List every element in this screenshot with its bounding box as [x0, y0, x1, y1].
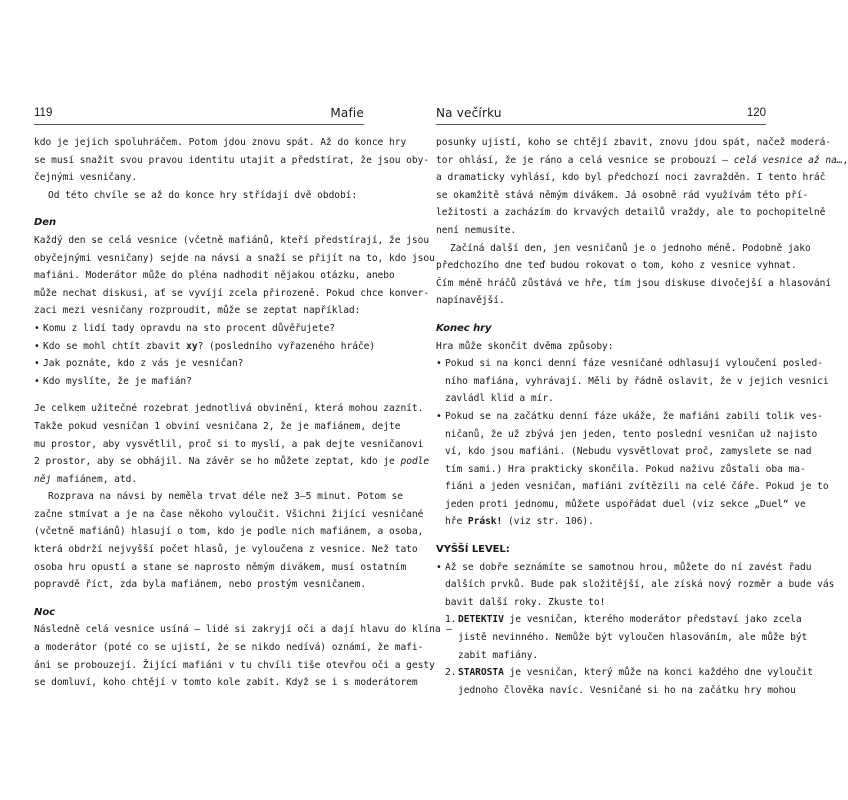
paragraph-gap [34, 594, 364, 604]
bullet-item [34, 355, 364, 373]
line-text: Kdo se mohl chtít zbavit [43, 340, 187, 352]
bullet-item [34, 373, 364, 391]
line-text: obyčejnými vesničany) sejde na návsi a snaží se přijít na to, kdo jsou [34, 252, 435, 264]
line-text: začne stmívat a je na čase někoho vyloučit. Všichni žijící vesničané [34, 508, 424, 520]
line-text: mafiáni. Moderátor může do pléna nadhodit nějakou otázku, anebo [34, 270, 395, 282]
right-page [436, 0, 848, 800]
paragraph-gap [34, 390, 364, 400]
line-text: Je celkem užitečné rozebrat jednotlivá obvinění, která mohou zaznít. [34, 403, 424, 415]
line-text: Kdo myslíte, že je mafián? [43, 375, 192, 387]
bullet-item [34, 338, 376, 356]
text-line [34, 302, 364, 320]
text-line [34, 639, 424, 657]
bold-term: Prásk! [467, 516, 503, 528]
line-text: jednoho člověka navíc. Vesničané si ho na začátku hry mohou [458, 684, 796, 696]
line-text: je vesničan, který může na konci každého dne vyloučit [503, 667, 814, 679]
line-text: zaci mezi vesničany rozproudit, může se zeptat například: [34, 305, 361, 317]
text-line [34, 436, 424, 454]
numbered-item [436, 611, 802, 629]
line-text: (včetně mafiánů) hlasují o tom, kdo je podle nich mafiánem, a osoba, [34, 526, 424, 538]
text-line [34, 152, 430, 170]
bold-term: xy [186, 340, 198, 352]
line-text: Každý den se celá vesnice (včetně mafiánů, kteří předstírají, že jsou [34, 234, 430, 246]
paragraph-start [436, 240, 811, 258]
line-text: zavládl klid a mír. [445, 393, 554, 405]
numbered-continuation [436, 647, 766, 665]
bullet-continuation [436, 478, 829, 496]
text-line [436, 292, 766, 310]
line-text: napínavější. [436, 295, 505, 307]
paragraph-start [34, 187, 364, 205]
line-text: tor ohlásí, že je ráno a celá vesnice se probouzí – [436, 154, 734, 166]
bullet-continuation [436, 513, 766, 531]
right-body-text [436, 134, 848, 699]
line-text: Až se dobře seznámíte se samotnou hrou, můžete do ní zavést řadu [445, 561, 812, 573]
bullet-continuation [436, 496, 806, 514]
line-text: 2 prostor, aby se obhájil. Na závěr se ho můžete zeptat, kdo je [34, 456, 401, 468]
line-text: áni se probouzejí. Žijící mafiáni v tu chvíli tiše otevřou oči a gesty [34, 659, 435, 671]
numbered-continuation [436, 682, 796, 700]
paragraph-start [34, 488, 404, 506]
paragraph-gap [34, 204, 364, 214]
bullet-continuation [436, 443, 812, 461]
line-text: jeden proti jednomu, můžete uspořádat duel (viz sekce „Duel“ ve [445, 498, 806, 510]
line-text: Hra může skončit dvěma způsoby: [436, 340, 614, 352]
text-line [436, 169, 826, 187]
line-text: Rozprava na návsi by neměla trvat déle než 3–5 minut. Potom se [48, 491, 404, 503]
line-text: předchozího dne teď budou rokovat o tom, koho z vesnice vyhnat. [436, 260, 797, 272]
text-line [436, 134, 832, 152]
line-text: se okamžitě stává němým divákem. Já osobně rád využívám této pří- [436, 189, 809, 201]
text-line [436, 204, 826, 222]
line-text: mu prostor, aby vysvětlil, proč si to myslí, a pak dejte vesničanovi [34, 438, 424, 450]
line-text: a dramaticky vyhlásí, kdo byl předchozí noci zavražděn. I tento hráč [436, 172, 826, 184]
line-text: Takže pokud vesničan 1 obviní vesničana 2, že je mafiánem, dejte [34, 420, 401, 432]
left-page-number: 119 [34, 107, 53, 119]
item-number: 1. [445, 614, 457, 626]
line-text: tím sami.) Hra prakticky skončila. Pokud naživu zůstali oba ma- [445, 463, 806, 475]
bullet-continuation [436, 390, 766, 408]
line-text: Jak poznáte, kdo z vás je vesničan? [43, 358, 244, 370]
bullet-item [436, 355, 823, 373]
text-line [34, 267, 395, 285]
section-heading [436, 541, 766, 559]
line-text: ví, kdo jsou mafiáni. (Nebudu vysvětlovat proč, zamyslete se nad [445, 446, 812, 458]
bold-term: DETEKTIV [458, 614, 504, 626]
bullet-continuation [436, 594, 766, 612]
line-text: a moderátor (poté co se ujistí, že se nikdo nedívá) oznámí, že mafi- [34, 642, 424, 654]
section-heading [34, 214, 364, 232]
line-text: se musí snažit svou pravou identitu utajit a předstírat, že jsou oby- [34, 154, 430, 166]
text-line [34, 285, 430, 303]
left-running-header [34, 104, 364, 125]
line-text: posunky ujistí, koho se chtějí zbavit, znovu jdou spát, načež moderá- [436, 137, 832, 148]
text-line [34, 559, 407, 577]
line-text: hře [445, 516, 468, 528]
line-text: Čím méně hráčů zůstává ve hře, tím jsou diskuse divočejší a hlasování [436, 277, 832, 289]
bold-term: STAROSTA [458, 667, 504, 679]
numbered-continuation [436, 629, 808, 647]
bullet-continuation [436, 461, 806, 479]
line-text: Konec hry [436, 322, 492, 334]
text-line [436, 338, 766, 356]
text-line [34, 400, 424, 418]
text-line [34, 506, 424, 524]
text-line [34, 418, 401, 436]
section-heading [34, 604, 364, 622]
bullet-continuation [436, 576, 835, 594]
text-line [34, 134, 407, 152]
line-text: popravdě říct, zda byla mafiánem, nebo prostým vesničanem. [34, 579, 367, 591]
section-heading [436, 320, 766, 338]
text-line [34, 541, 418, 559]
text-line [34, 621, 452, 639]
text-line [436, 222, 766, 240]
line-text: Pokud si na konci denní fáze vesničané odhlasují vyloučení posled- [445, 358, 823, 370]
line-text: (viz str. 106). [502, 516, 594, 528]
text-line [436, 275, 832, 293]
italic-text: celá vesnice až na… [733, 154, 843, 166]
right-running-header [436, 104, 766, 125]
text-line [34, 657, 435, 675]
numbered-item [436, 664, 814, 682]
line-text: je vesničan, kterého moderátor představí jako zcela [503, 614, 802, 626]
line-text: ničanů, že už zbývá jen jeden, tento poslední vesničan už najisto [445, 428, 818, 440]
line-text: VYŠŠÍ LEVEL: [436, 544, 510, 556]
line-text: se domluví, koho chtějí v tomto kole zabít. Když se i s moderátorem [34, 677, 418, 689]
line-text: Následně celá vesnice usíná – lidé si zakryjí oči a dají hlavu do klína – [34, 624, 452, 636]
line-text: ního mafiána, vyhrávají. Měli by řádně oslavit, že v jejich vesnici [445, 375, 829, 387]
line-text: mafiánem, atd. [51, 473, 138, 485]
bullet-item [436, 559, 812, 577]
left-body-text [34, 134, 452, 692]
line-text: která obdrží nejvyšší počet hlasů, je vyloučena z vesnice. Než tato [34, 544, 418, 556]
line-text: Od této chvíle se až do konce hry střídají dvě období: [48, 189, 358, 201]
line-text: čejnými vesničany. [34, 172, 138, 184]
text-line [34, 523, 424, 541]
line-text: kdo je jejich spoluhráčem. Potom jdou znovu spát. Až do konce hry [34, 137, 407, 148]
line-text: jistě nevinného. Nemůže být vyloučen hlasováním, ale může být [458, 632, 808, 644]
text-line [34, 250, 435, 268]
text-line [34, 674, 418, 692]
text-line [436, 257, 797, 275]
line-text: osoba hru opustí a stane se naprosto němým divákem, musí ostatním [34, 561, 407, 573]
right-running-title: Na večírku [436, 106, 502, 120]
line-text: Den [34, 217, 57, 229]
bullet-item [34, 320, 364, 338]
item-number: 2. [445, 667, 457, 679]
left-page [34, 0, 452, 800]
line-text: , [842, 154, 848, 166]
text-line [436, 152, 848, 170]
line-text: Pokud se na začátku denní fáze ukáže, že mafiáni zabili tolik ves- [445, 410, 823, 422]
line-text: fiáni a jeden vesničan, mafiáni zvítězili na celé čáře. Pokud je to [445, 481, 829, 493]
line-text: není nemusíte. [436, 224, 517, 236]
text-line [34, 576, 367, 594]
line-text: bavit další roky. Zkuste to! [445, 596, 606, 608]
bullet-continuation [436, 426, 818, 444]
line-text: dalších prvků. Bude pak složitější, ale získá nový rozměr a bude vás [445, 579, 835, 591]
line-text: ležitosti a zacházím do krvavých detailů vraždy, ale to pochopitelně [436, 207, 826, 219]
line-text: zabit mafiány. [458, 649, 539, 661]
left-running-title: Mafie [330, 106, 364, 120]
text-line [34, 169, 364, 187]
bullet-continuation [436, 373, 829, 391]
paragraph-gap [436, 531, 766, 541]
bullet-item [436, 408, 823, 426]
line-text: Komu z lidí tady opravdu na sto procent důvěřujete? [43, 322, 336, 334]
text-line [34, 453, 430, 471]
text-line [34, 232, 430, 250]
text-line [436, 187, 809, 205]
line-text: Začíná další den, jen vesničanů je o jednoho méně. Podobně jako [450, 242, 811, 254]
text-line [34, 471, 364, 489]
right-page-number: 120 [746, 107, 766, 119]
italic-text: něj [34, 473, 52, 485]
line-text: ? (posledního vyřazeného hráče) [197, 340, 376, 352]
line-text: Noc [34, 606, 56, 618]
italic-text: podle [400, 456, 430, 468]
line-text: může nechat diskusi, ať se vyvíjí zcela přirozeně. Pokud chce konver- [34, 287, 430, 299]
paragraph-gap [436, 310, 766, 320]
